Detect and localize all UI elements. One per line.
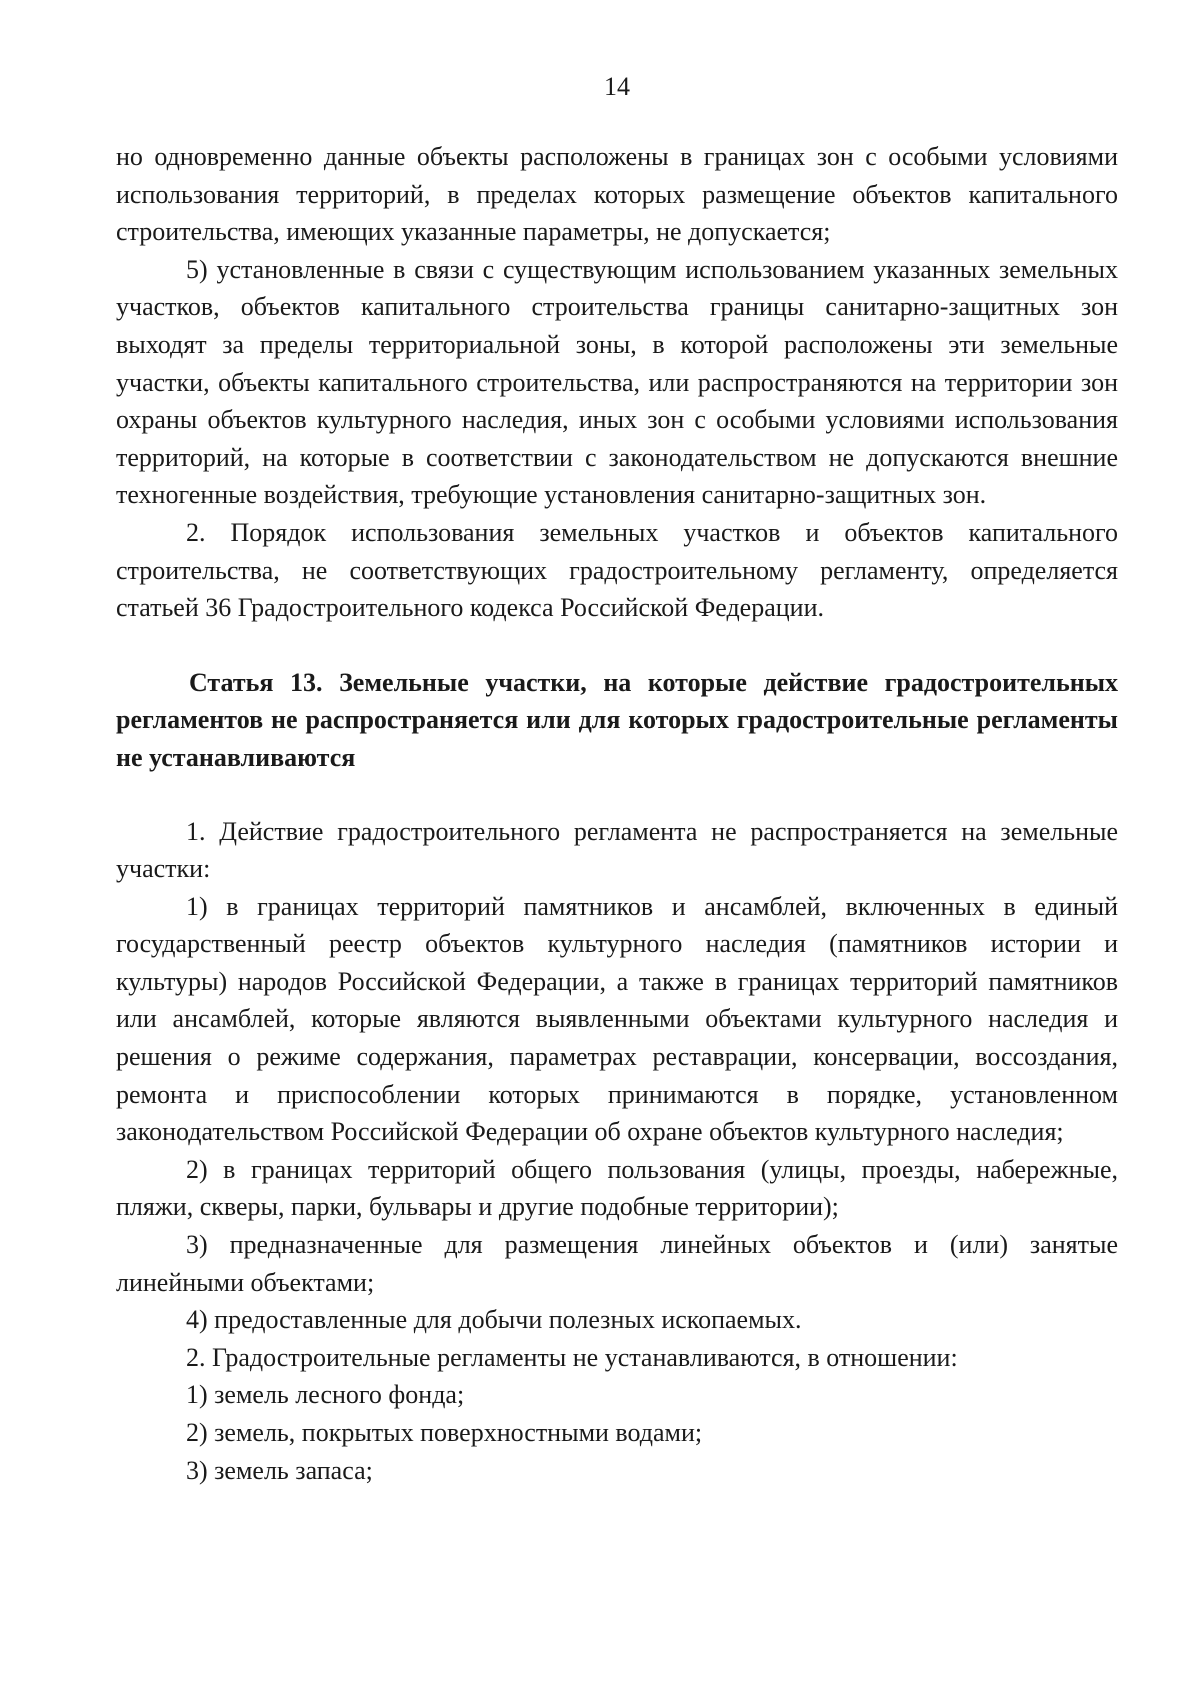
list-item: 3) предназначенные для размещения линейных объектов и (или) занятые линейными объектами; xyxy=(116,1230,1118,1297)
paragraph-item-5: 5) установленные в связи с существующим использованием указанных земельных участков, объектов капитального строительства границы санитарно-защитных зон выходят за пределы территориальной зоны, в которой расположены эти земельные участки, объекты капитального строительства, или распространяются на территории зон охраны объектов культурного наследия, иных зон с особыми условиями использования территорий, на которые в соответствии с законодательством не допускаются внешние техногенные воздействия, требующие установления санитарно-защитных зон. xyxy=(116,254,1118,510)
list-item: 4) предоставленные для добычи полезных ископаемых. xyxy=(186,1305,802,1335)
document-body xyxy=(116,138,1118,1489)
paragraph-clause-1: 1. Действие градостроительного регламента не распространяется на земельные участки: xyxy=(116,816,1118,884)
list-item: 1) в границах территорий памятников и ансамблей, включенных в единый государственный реестр объектов культурного наследия (памятников истории и культуры) народов Российской Федерации, а также в границах территорий памятников или ансамблей, которые являются выявленными объектами культурного наследия и решения о режиме содержания, параметрах реставрации, консервации, воссоздания, ремонта и приспособлении которых принимаются в порядке, установленном законодательством Российской Федерации об охране объектов культурного наследия; xyxy=(116,891,1118,1147)
paragraph-continuation: но одновременно данные объекты расположены в границах зон с особыми условиями использования территорий, в пределах которых размещение объектов капитального строительства, имеющих указанные параметры, не допускается; xyxy=(116,142,1118,247)
list-item: 3) земель запаса; xyxy=(186,1455,373,1485)
paragraph-clause-2: 2. Градостроительные регламенты не устанавливаются, в отношении: xyxy=(186,1342,958,1372)
list-item: 1) земель лесного фонда; xyxy=(186,1380,465,1410)
list-item: 2) в границах территорий общего пользования (улицы, проезды, набережные, пляжи, скверы, парки, бульвары и другие подобные территории); xyxy=(116,1154,1118,1222)
paragraph-clause-2: 2. Порядок использования земельных участков и объектов капитального строительства, не соответствующих градостроительному регламенту, определяется статьей 36 Градостроительного кодекса Российской Федерации. xyxy=(116,517,1118,623)
page-number: 14 xyxy=(604,72,630,101)
list-item: 2) земель, покрытых поверхностными водами; xyxy=(186,1418,703,1447)
article-heading: Статья 13. Земельные участки, на которые действие градостроительных регламентов не распространяется или для которых градостроительные регламенты не устанавливаются xyxy=(116,667,1118,772)
